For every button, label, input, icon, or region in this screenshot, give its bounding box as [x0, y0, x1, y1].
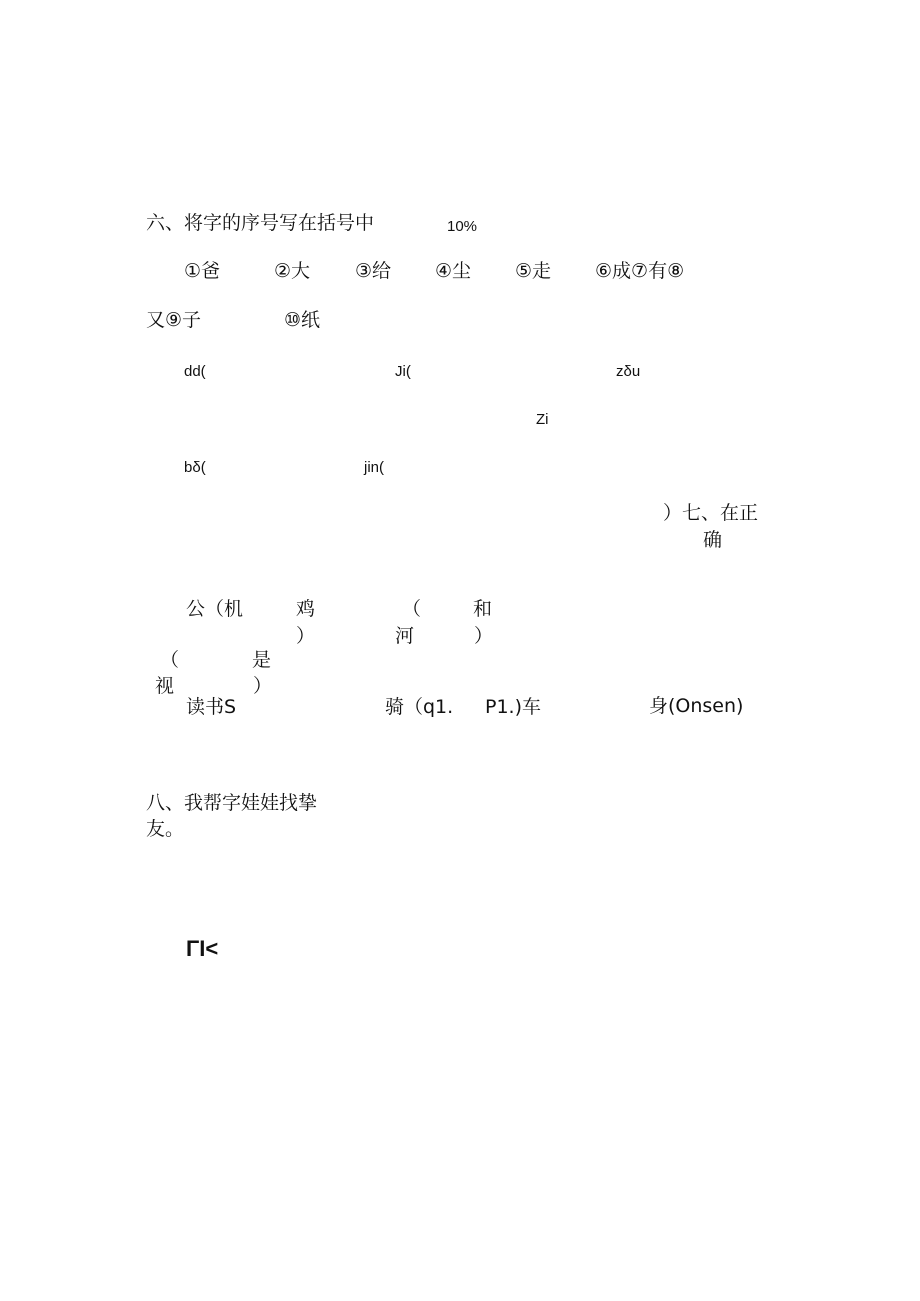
char-option: ⑤走: [515, 260, 552, 282]
char-option: ④尘: [435, 260, 472, 282]
section7-item: P1.)车: [485, 696, 541, 718]
section7-item: 身(Onsen): [649, 695, 744, 717]
section7-item: 鸡: [296, 598, 316, 620]
section8-glyph: ΓΙ<: [186, 936, 219, 961]
section8-heading-cont: 友。: [146, 818, 185, 840]
section7-item: ）: [253, 675, 273, 697]
section7-item: 公（机: [186, 598, 244, 620]
section7-heading: ）七、在正: [663, 502, 759, 524]
section7-item: 骑（q1.: [385, 696, 454, 718]
section7-item: 和: [473, 598, 493, 620]
pinyin-item: jin(: [364, 459, 385, 476]
pinyin-item: dd(: [184, 363, 206, 380]
pinyin-item: bδ(: [184, 459, 206, 476]
char-option: ①爸: [184, 260, 221, 282]
section8-heading: 八、我帮字娃娃找挚: [146, 792, 318, 814]
section7-item: （: [160, 649, 180, 671]
pinyin-item: zδu: [616, 363, 641, 380]
section7-item: （: [402, 598, 422, 620]
char-option: ③给: [355, 260, 392, 282]
pinyin-item: Ji(: [395, 363, 411, 380]
section7-item: ）: [296, 625, 316, 647]
char-option: ⑩纸: [284, 309, 321, 331]
section7-item: 河: [395, 625, 415, 647]
section7-item: ）: [474, 625, 494, 647]
char-option: ②大: [274, 260, 311, 282]
char-option: ⑥成⑦有⑧: [595, 260, 685, 282]
section7-heading-cont: 确: [703, 529, 723, 551]
pinyin-item: Zi: [536, 411, 549, 428]
section6-score: 10%: [447, 218, 478, 235]
section7-item: 视: [155, 675, 175, 697]
char-option: 又⑨子: [146, 309, 202, 331]
section6-heading: 六、将字的序号写在括号中: [146, 212, 375, 234]
section7-item: 读书S: [186, 696, 237, 718]
section7-item: 是: [252, 649, 272, 671]
